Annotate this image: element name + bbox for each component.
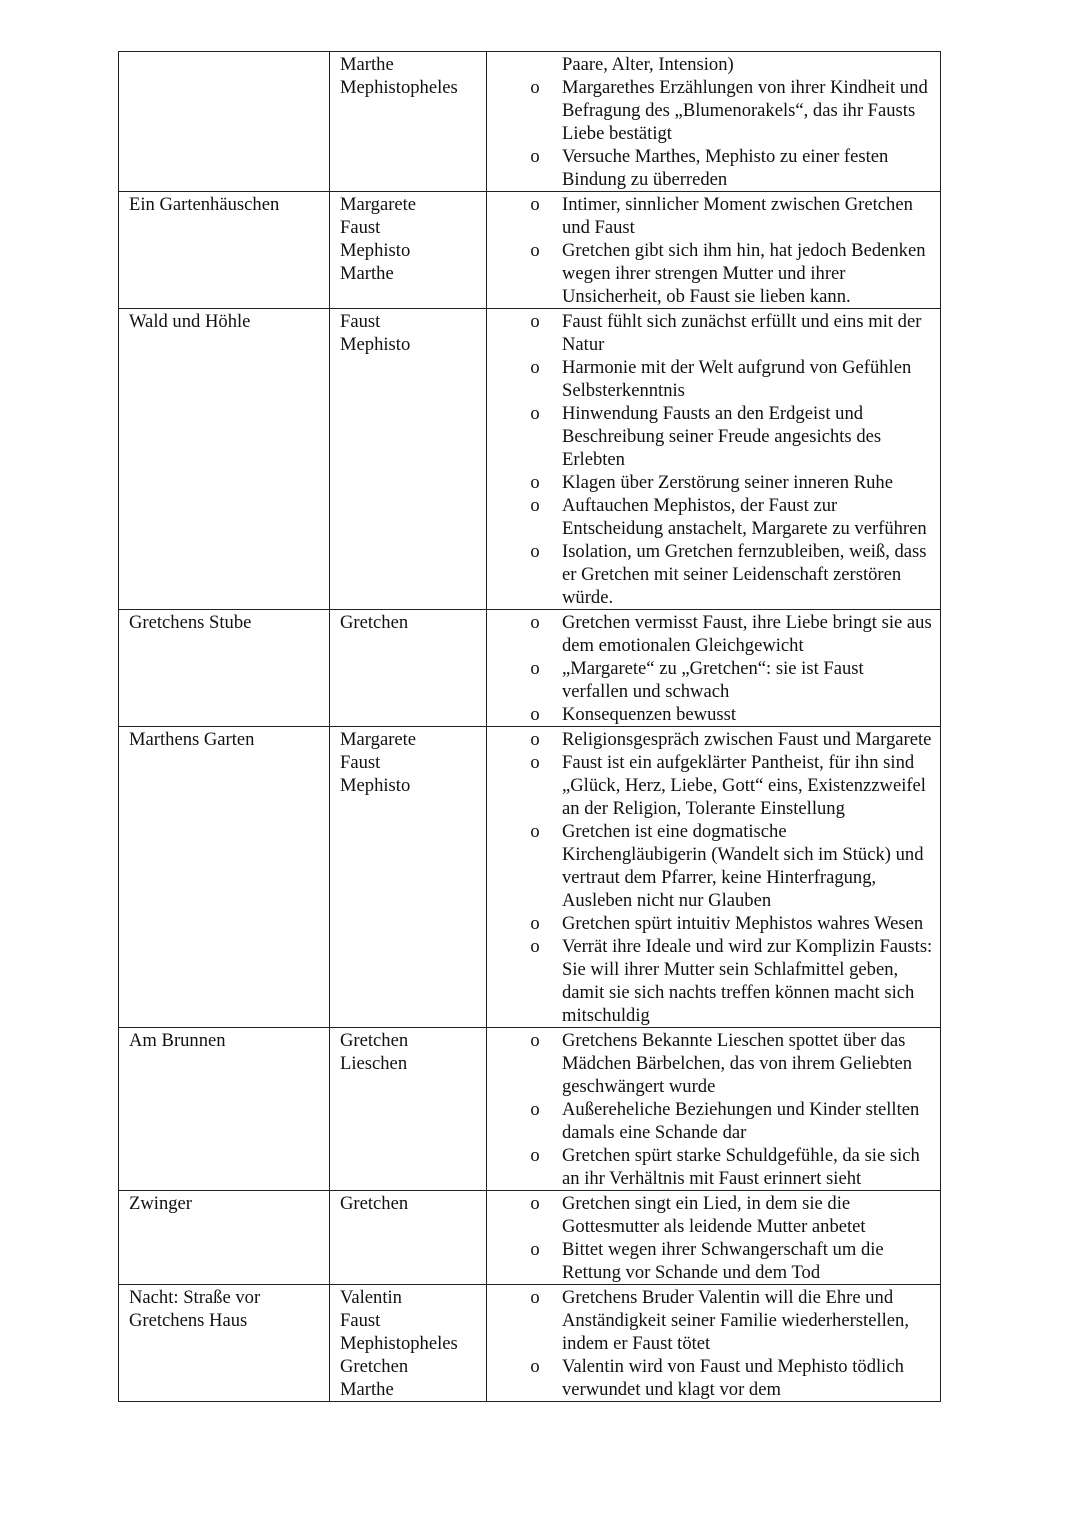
notes-cell (487, 192, 941, 309)
notes-list (487, 1192, 934, 1284)
list-item (487, 1286, 934, 1355)
table-row (119, 727, 941, 1028)
table-body (119, 52, 941, 1402)
character-name: Lieschen (340, 1053, 408, 1074)
note-text: Konsequenzen bewusst (562, 704, 737, 725)
circle-bullet-icon: o (530, 146, 540, 167)
character-name: Mephisto (340, 240, 411, 261)
characters-cell (330, 1191, 487, 1285)
notes-list (487, 1286, 934, 1401)
notes-cell (487, 1028, 941, 1191)
notes-cell (487, 1191, 941, 1285)
circle-bullet-icon: o (530, 357, 540, 378)
notes-list (487, 728, 934, 1027)
circle-bullet-icon: o (530, 472, 540, 493)
character-name: Margarete (340, 729, 417, 750)
list-item (487, 1192, 934, 1238)
circle-bullet-icon: o (530, 403, 540, 424)
character-name: Valentin (340, 1287, 402, 1308)
characters-cell (330, 52, 487, 192)
circle-bullet-icon: o (530, 752, 540, 773)
scene-cell: Zwinger (119, 1191, 330, 1285)
characters-cell (330, 1285, 487, 1402)
note-text: Faust ist ein aufgeklärter Pantheist, für ihn sind „Glück, Herz, Liebe, Gott“ eins, Existenzzweifel an der Religion, Tolerante Einstellung (562, 752, 926, 819)
circle-bullet-icon: o (530, 1193, 540, 1214)
circle-bullet-icon: o (530, 77, 540, 98)
character-name: Faust (340, 1310, 381, 1331)
circle-bullet-icon: o (530, 1030, 540, 1051)
circle-bullet-icon: o (530, 541, 540, 562)
note-text: Hinwendung Fausts an den Erdgeist und Beschreibung seiner Freude angesichts des Erlebten (562, 403, 882, 470)
list-item (487, 1355, 934, 1401)
table-row (119, 610, 941, 727)
note-text: Klagen über Zerstörung seiner inneren Ruhe (562, 472, 893, 493)
circle-bullet-icon: o (530, 913, 540, 934)
circle-bullet-icon: o (530, 495, 540, 516)
circle-bullet-icon: o (530, 1287, 540, 1308)
notes-list (487, 193, 934, 308)
note-text: Gretchen spürt starke Schuldgefühle, da sie sich an ihr Verhältnis mit Faust erinnert sieht (562, 1145, 920, 1189)
circle-bullet-icon: o (530, 729, 540, 750)
scene-cell: Nacht: Straße vor Gretchens Haus (119, 1285, 330, 1402)
list-item (487, 1098, 934, 1144)
scene-cell: Wald und Höhle (119, 309, 330, 610)
circle-bullet-icon: o (530, 612, 540, 633)
notes-list (487, 53, 934, 191)
list-item (487, 703, 934, 726)
list-item (487, 751, 934, 820)
list-item (487, 402, 934, 471)
character-name: Margarete (340, 194, 417, 215)
table-row (119, 52, 941, 192)
list-item (487, 356, 934, 402)
list-item (487, 145, 934, 191)
list-item (487, 820, 934, 912)
characters-cell (330, 610, 487, 727)
characters-cell (330, 1028, 487, 1191)
circle-bullet-icon: o (530, 704, 540, 725)
notes-list (487, 310, 934, 609)
note-text: Religionsgespräch zwischen Faust und Margarete (562, 729, 932, 750)
list-item (487, 912, 934, 935)
circle-bullet-icon: o (530, 1239, 540, 1260)
character-name: Mephisto (340, 775, 411, 796)
characters-cell (330, 727, 487, 1028)
character-name: Mephistopheles (340, 1333, 458, 1354)
note-text: Gretchen gibt sich ihm hin, hat jedoch Bedenken wegen ihrer strengen Mutter und ihrer Unsicherheit, ob Faust sie lieben kann. (562, 240, 926, 307)
list-item (487, 471, 934, 494)
note-text: Verrät ihre Ideale und wird zur Komplizin Fausts: Sie will ihrer Mutter sein Schlafmittel geben, damit sie sich nachts treffen können macht sich mitschuldig (562, 936, 933, 1026)
character-name: Faust (340, 311, 381, 332)
list-item (487, 1238, 934, 1284)
table-row (119, 192, 941, 309)
note-text: „Margarete“ zu „Gretchen“: sie ist Faust verfallen und schwach (562, 658, 864, 702)
note-text: Versuche Marthes, Mephisto zu einer festen Bindung zu überreden (562, 146, 889, 190)
characters-cell (330, 192, 487, 309)
notes-list (487, 1029, 934, 1190)
table-row (119, 1191, 941, 1285)
note-text: Auftauchen Mephistos, der Faust zur Entscheidung anstachelt, Margarete zu verführen (562, 495, 927, 539)
notes-cell (487, 610, 941, 727)
list-item (487, 728, 934, 751)
list-item (487, 193, 934, 239)
characters-cell (330, 309, 487, 610)
scene-cell: Marthens Garten (119, 727, 330, 1028)
list-item (487, 657, 934, 703)
circle-bullet-icon: o (530, 1356, 540, 1377)
scene-summary-table (118, 51, 941, 1402)
character-name: Faust (340, 217, 381, 238)
list-item (487, 239, 934, 308)
note-text: Gretchen ist eine dogmatische Kirchengläubigerin (Wandelt sich im Stück) und vertraut dem Pfarrer, keine Hinterfragung, Ausleben nicht nur Glauben (562, 821, 924, 911)
note-text: Harmonie mit der Welt aufgrund von Gefühlen Selbsterkenntnis (562, 357, 912, 401)
table-row (119, 309, 941, 610)
scene-cell: Gretchens Stube (119, 610, 330, 727)
list-item (487, 611, 934, 657)
note-text: Gretchen singt ein Lied, in dem sie die Gottesmutter als leidende Mutter anbetet (562, 1193, 866, 1237)
note-text: Faust fühlt sich zunächst erfüllt und eins mit der Natur (562, 311, 922, 355)
character-name: Mephistopheles (340, 77, 458, 98)
character-name: Marthe (340, 263, 394, 284)
notes-cell (487, 1285, 941, 1402)
note-text: Gretchen spürt intuitiv Mephistos wahres Wesen (562, 913, 924, 934)
circle-bullet-icon: o (530, 1145, 540, 1166)
character-name: Gretchen (340, 1356, 409, 1377)
circle-bullet-icon: o (530, 658, 540, 679)
list-item (487, 53, 934, 76)
list-item (487, 310, 934, 356)
character-name: Gretchen (340, 612, 409, 633)
table-row (119, 1028, 941, 1191)
notes-list (487, 611, 934, 726)
list-item (487, 494, 934, 540)
scene-cell (119, 52, 330, 192)
note-text: Gretchens Bekannte Lieschen spottet über das Mädchen Bärbelchen, das von ihrem Geliebten geschwängert wurde (562, 1030, 913, 1097)
note-text: Gretchen vermisst Faust, ihre Liebe bringt sie aus dem emotionalen Gleichgewicht (562, 612, 932, 656)
list-item (487, 935, 934, 1027)
note-text: Valentin wird von Faust und Mephisto tödlich verwundet und klagt vor dem (562, 1356, 904, 1400)
note-text: Paare, Alter, Intension) (562, 54, 734, 75)
circle-bullet-icon: o (530, 1099, 540, 1120)
list-item (487, 1144, 934, 1190)
character-name: Mephisto (340, 334, 411, 355)
note-text: Gretchens Bruder Valentin will die Ehre und Anständigkeit seiner Familie wiederherstellen, indem er Faust tötet (562, 1287, 909, 1354)
note-text: Außereheliche Beziehungen und Kinder stellten damals eine Schande dar (562, 1099, 920, 1143)
notes-cell (487, 309, 941, 610)
scene-cell: Ein Gartenhäuschen (119, 192, 330, 309)
list-item (487, 540, 934, 609)
circle-bullet-icon: o (530, 240, 540, 261)
character-name: Marthe (340, 54, 394, 75)
circle-bullet-icon: o (530, 936, 540, 957)
list-item (487, 1029, 934, 1098)
character-name: Marthe (340, 1379, 394, 1400)
character-name: Gretchen (340, 1030, 409, 1051)
circle-bullet-icon: o (530, 821, 540, 842)
character-name: Gretchen (340, 1193, 409, 1214)
circle-bullet-icon: o (530, 194, 540, 215)
circle-bullet-icon: o (530, 311, 540, 332)
note-text: Isolation, um Gretchen fernzubleiben, weiß, dass er Gretchen mit seiner Leidenschaft zerstören würde. (562, 541, 927, 608)
list-item (487, 76, 934, 145)
note-text: Margarethes Erzählungen von ihrer Kindheit und Befragung des „Blumenorakels“, das ihr Fausts Liebe bestätigt (562, 77, 928, 144)
scene-cell: Am Brunnen (119, 1028, 330, 1191)
notes-cell (487, 727, 941, 1028)
table-row (119, 1285, 941, 1402)
character-name: Faust (340, 752, 381, 773)
notes-cell (487, 52, 941, 192)
note-text: Bittet wegen ihrer Schwangerschaft um die Rettung vor Schande und dem Tod (562, 1239, 884, 1283)
note-text: Intimer, sinnlicher Moment zwischen Gretchen und Faust (562, 194, 913, 238)
